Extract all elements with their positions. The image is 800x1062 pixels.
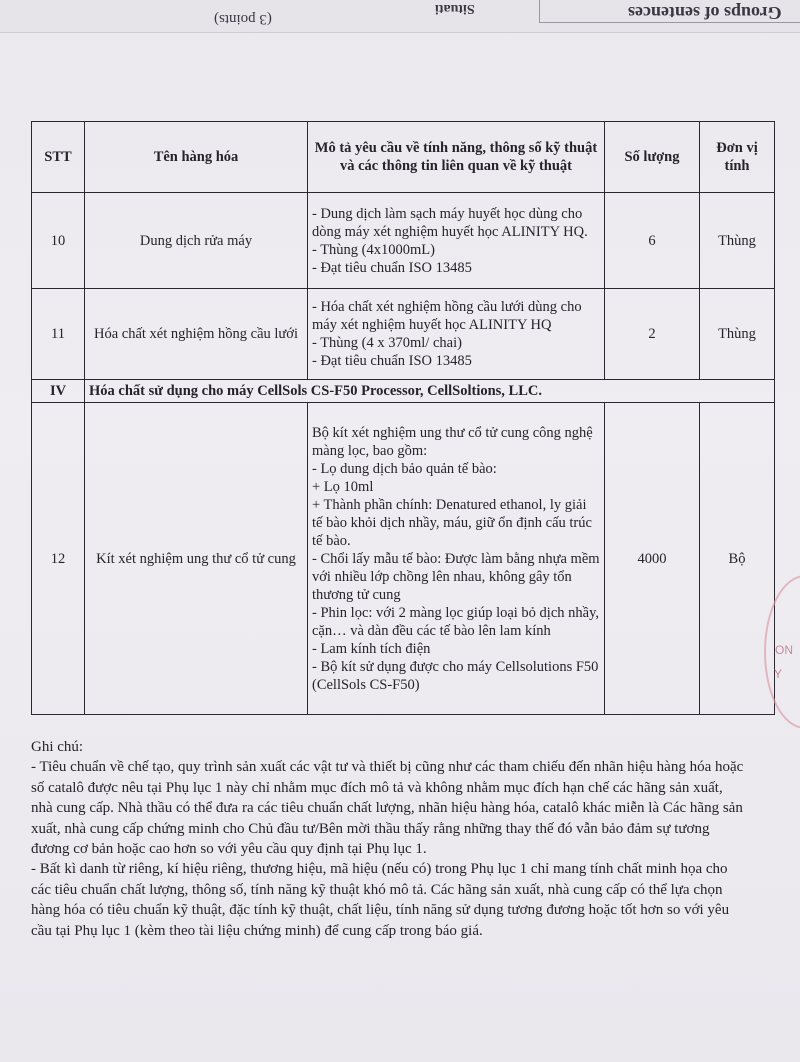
description-line: + Thành phần chính: Denatured ethanol, ly giải tế bào khỏi dịch nhầy, máu, giữ ổn định cấu trúc tế bào. <box>312 496 592 549</box>
row-quantity: 6 <box>605 193 700 289</box>
notes-paragraph: - Bất kì danh từ riêng, kí hiệu riêng, thương hiệu, mã hiệu (nếu có) trong Phụ lục 1 chỉ mang tính chất minh họa cho các tiêu chuẩn chất lượng, thông số, tính năng kỹ thuật khó mô tả. Các hãng sản xuất, nhà cung cấp có thể lựa chọn hàng hóa có tiêu chuẩn kỹ thuật, đặc tính kỹ thuật, chất liệu, tính năng sử dụng tương đương hoặc tốt hơn so với yêu cầu tại Phụ lục 1 (kèm theo tài liệu chứng minh) để cung cấp trong báo giá. <box>31 861 730 939</box>
row-stt: 11 <box>32 289 85 380</box>
description-line: - Chổi lấy mẫu tế bào: Được làm bằng nhựa mềm với nhiều lớp chồng lên nhau, không gây tổn thương tử cung <box>312 550 600 603</box>
row-quantity: 2 <box>605 289 700 380</box>
row-description <box>308 289 605 380</box>
table-row <box>32 193 775 289</box>
description-line: + Lọ 10ml <box>312 478 374 495</box>
row-description <box>308 403 605 715</box>
row-name: Dung dịch rửa máy <box>85 193 308 289</box>
description-line: - Đạt tiêu chuẩn ISO 13485 <box>312 353 472 369</box>
description-line: - Thùng (4x1000mL) <box>312 241 435 258</box>
description-line: - Thùng (4 x 370ml/ chai) <box>312 335 462 351</box>
row-unit: Thùng <box>700 289 775 380</box>
group-stt: IV <box>32 380 85 403</box>
table-row <box>32 289 775 380</box>
row-stt: 12 <box>32 403 85 715</box>
description-line: - Đạt tiêu chuẩn ISO 13485 <box>312 259 472 276</box>
row-unit: Thùng <box>700 193 775 289</box>
group-title: Hóa chất sử dụng cho máy CellSols CS-F50 Processor, CellSoltions, LLC. <box>85 380 775 403</box>
header-name: Tên hàng hóa <box>85 122 308 193</box>
notes-paragraph: - Tiêu chuẩn về chế tạo, quy trình sản xuất các vật tư và thiết bị cũng như các tham chiếu đến nhãn hiệu hàng hóa hoặc số catalô được nêu tại Phụ lục 1 này chỉ nhằm mục đích mô tả và không nhằm mục đích hạn chế các hãng sản xuất, nhà cung cấp. Nhà thầu có thể đưa ra các tiêu chuẩn chất lượng, nhãn hiệu hàng hóa, catalô khác miễn là Các hãng sản xuất, nhà cung cấp chứng minh cho Chủ đầu tư/Bên mời thầu thấy rằng những thay thế đó vẫn bảo đảm sự tương đương cơ bản hoặc cao hơn so với yêu cầu quy định tại Phụ lục 1. <box>31 759 744 858</box>
description-line: - Dung dịch làm sạch máy huyết học dùng cho dòng máy xét nghiệm huyết học ALINITY HQ. <box>312 205 588 240</box>
notes-section <box>31 737 747 941</box>
stamp-text: ON <box>775 643 793 657</box>
row-quantity: 4000 <box>605 403 700 715</box>
description-line: - Lam kính tích điện <box>312 640 431 657</box>
table-header-row <box>32 122 775 193</box>
notes-heading: Ghi chú: <box>31 739 84 755</box>
header-unit: Đơn vị tính <box>700 122 775 193</box>
header-stt: STT <box>32 122 85 193</box>
row-name: Kít xét nghiệm ung thư cổ tử cung <box>85 403 308 715</box>
description-line: - Lọ dung dịch bảo quản tế bào: <box>312 460 497 477</box>
bleed-through-text: Groups of sentences <box>628 3 782 23</box>
row-name: Hóa chất xét nghiệm hồng cầu lưới <box>85 289 308 380</box>
stamp-text: Y <box>774 667 783 681</box>
row-unit: Bộ <box>700 403 775 715</box>
description-line: - Bộ kít sử dụng được cho máy Cellsolutions F50 (CellSols CS-F50) <box>312 658 599 693</box>
bleed-through-text: (3 points) <box>214 11 272 27</box>
group-header-row <box>32 380 775 403</box>
header-quantity: Số lượng <box>605 122 700 193</box>
description-line: - Phin lọc: với 2 màng lọc giúp loại bỏ dịch nhầy, cặn… và dàn đều các tế bào lên lam kính <box>312 604 600 639</box>
bleed-through-area <box>0 0 800 33</box>
bleed-through-text: Situati <box>435 1 475 16</box>
row-description <box>308 193 605 289</box>
table-row <box>32 403 775 715</box>
row-stt: 10 <box>32 193 85 289</box>
specification-table <box>31 121 775 715</box>
description-line: - Hóa chất xét nghiệm hồng cầu lưới dùng cho máy xét nghiệm huyết học ALINITY HQ <box>312 299 582 333</box>
description-line: Bộ kít xét nghiệm ung thư cổ tử cung công nghệ màng lọc, bao gồm: <box>312 424 593 459</box>
header-description: Mô tả yêu cầu về tính năng, thông số kỹ thuật và các thông tin liên quan về kỹ thuật <box>308 122 605 193</box>
